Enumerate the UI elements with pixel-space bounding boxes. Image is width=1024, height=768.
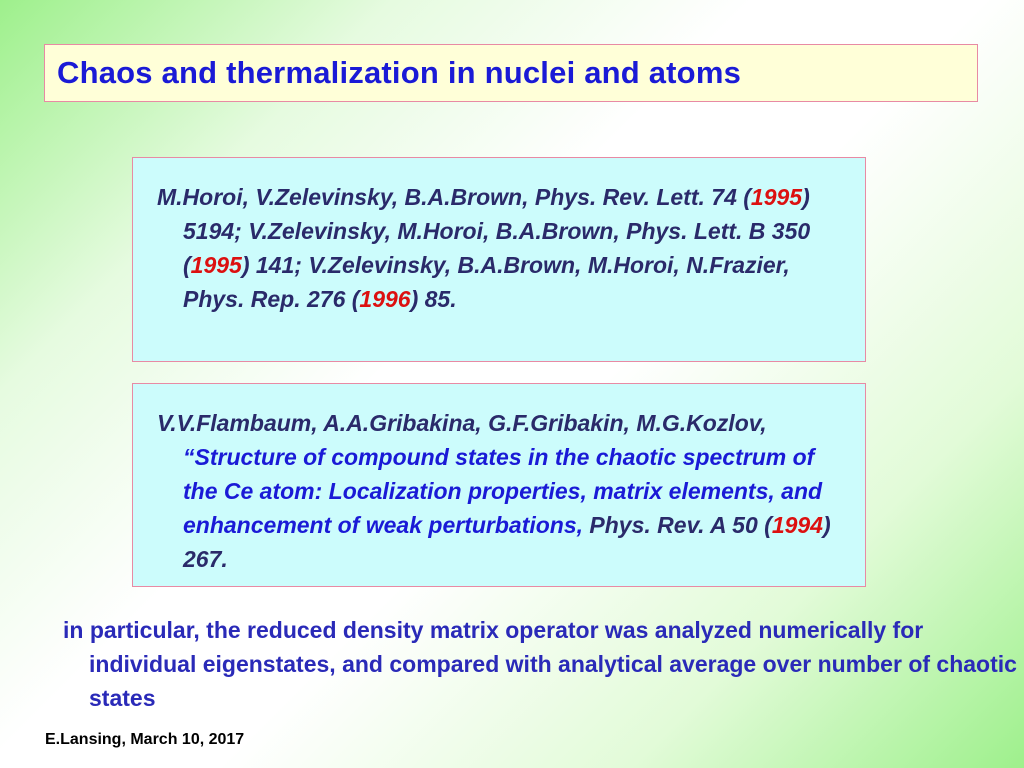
ref1-year-1: 1995 [750, 184, 803, 210]
ref1-year-3: 1996 [359, 286, 411, 312]
ref1-part-b: ) 5194; V.Zelevinsky, M.Horoi, B.A.Brown, Phys. Lett. B 350 ( [183, 184, 811, 278]
ref2-year: 1994 [771, 512, 823, 538]
ref2-journal: Phys. Rev. A 50 ( [583, 512, 772, 538]
ref1-part-d: ) 85. [410, 286, 457, 312]
ref1-part-a: M.Horoi, V.Zelevinsky, B.A.Brown, Phys. Rev. Lett. 74 ( [157, 184, 751, 210]
reference-1-text [157, 180, 855, 316]
ref2-authors: V.V.Flambaum, A.A.Gribakina, G.F.Gribakin, M.G.Kozlov, [157, 410, 767, 436]
ref2-paper-title: “Structure of compound states in the chaotic spectrum of the Ce atom: Localization properties, matrix elements, and enhancement of weak perturbations, [183, 444, 823, 538]
note-text-block [63, 613, 1018, 715]
ref1-part-c: ) 141; V.Zelevinsky, B.A.Brown, M.Horoi, N.Frazier, Phys. Rep. 276 ( [183, 252, 790, 312]
reference-2-text [157, 406, 855, 576]
slide-title: Chaos and thermalization in nuclei and atoms [57, 55, 742, 90]
reference-box-1 [132, 157, 866, 362]
reference-box-2 [132, 383, 866, 587]
ref2-end: ) 267. [183, 512, 831, 572]
note-text: in particular, the reduced density matrix operator was analyzed numerically for individual eigenstates, and compared with analytical average over number of chaotic states [63, 617, 1017, 711]
title-box [44, 44, 978, 102]
footer-text: E.Lansing, March 10, 2017 [45, 731, 245, 748]
ref1-year-2: 1995 [190, 252, 242, 278]
